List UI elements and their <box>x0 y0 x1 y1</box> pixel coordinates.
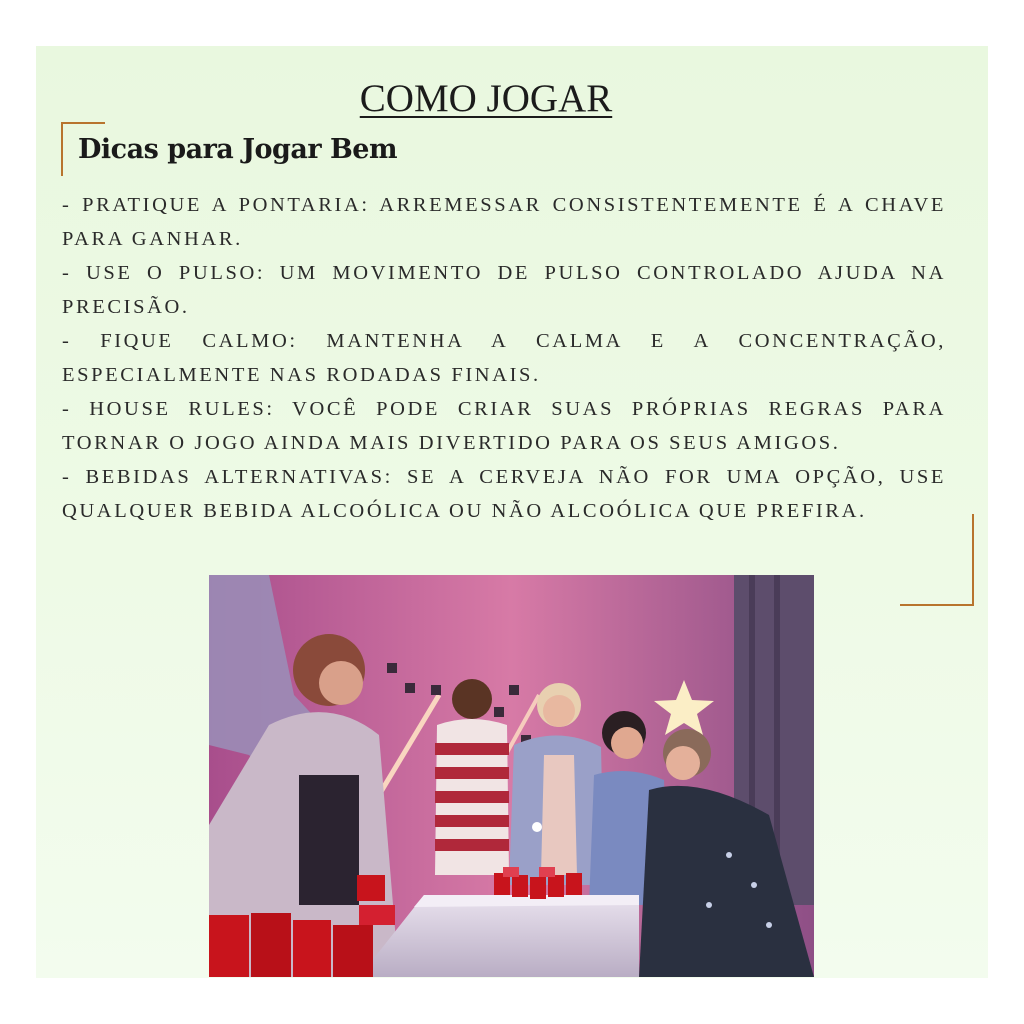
tip-item: - FIQUE CALMO: MANTENHA A CALMA E A CONCENTRAÇÃO, ESPECIALMENTE NAS RODADAS FINAIS. <box>62 330 946 386</box>
tips-list <box>62 188 946 528</box>
tip-item: - HOUSE RULES: VOCÊ PODE CRIAR SUAS PRÓPRIAS REGRAS PARA TORNAR O JOGO AINDA MAIS DIVERTIDO PARA OS SEUS AMIGOS. <box>62 398 946 454</box>
tip-item: - PRATIQUE A PONTARIA: ARREMESSAR CONSISTENTEMENTE É A CHAVE PARA GANHAR. <box>62 194 946 250</box>
section-subtitle: Dicas para Jogar Bem <box>78 134 398 165</box>
party-photo-illustration <box>209 575 814 977</box>
tip-item: - USE O PULSO: UM MOVIMENTO DE PULSO CONTROLADO AJUDA NA PRECISÃO. <box>62 262 946 318</box>
page-title <box>0 76 972 121</box>
party-photo <box>209 575 814 977</box>
page-title-text: COMO JOGAR <box>359 77 613 120</box>
tip-item: - BEBIDAS ALTERNATIVAS: SE A CERVEJA NÃO FOR UMA OPÇÃO, USE QUALQUER BEBIDA ALCOÓLICA OU NÃO ALCOÓLICA QUE PREFIRA. <box>62 466 946 522</box>
